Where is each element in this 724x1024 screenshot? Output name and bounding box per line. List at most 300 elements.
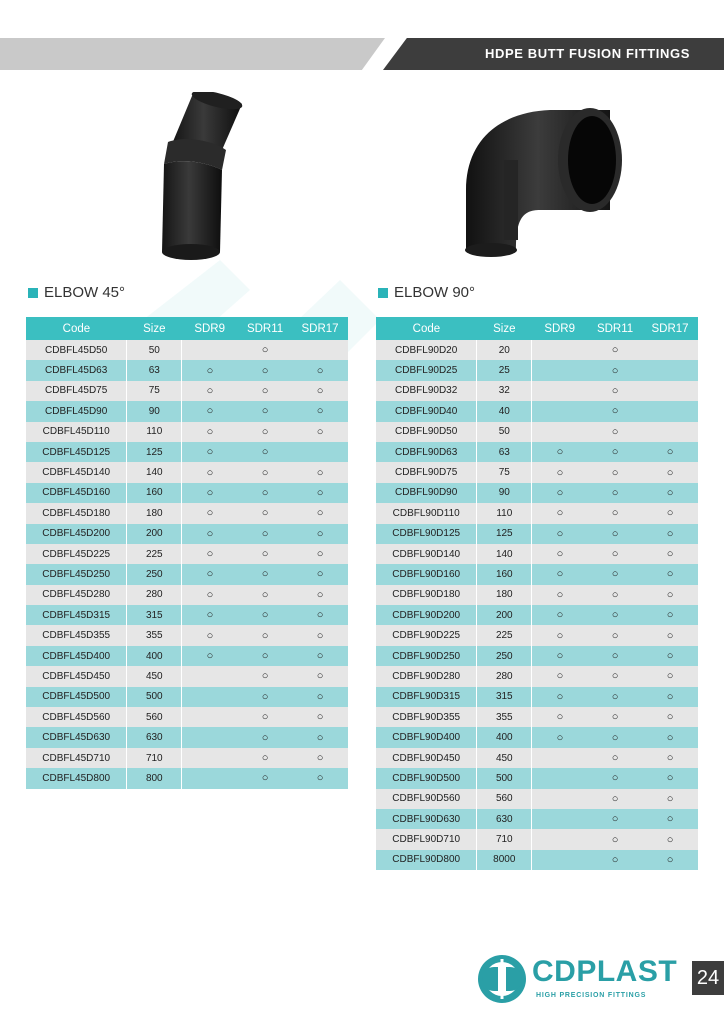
code-cell: CDBFL45D280 xyxy=(26,585,127,605)
size-cell: 160 xyxy=(477,564,532,584)
size-cell: 250 xyxy=(477,646,532,666)
size-cell: 500 xyxy=(477,768,532,788)
code-cell: CDBFL90D200 xyxy=(376,605,477,625)
code-cell: CDBFL45D710 xyxy=(26,748,127,768)
size-cell: 90 xyxy=(127,401,182,421)
sdr11-cell: ○ xyxy=(588,422,643,442)
sdr17-cell: ○ xyxy=(293,564,348,584)
table-row xyxy=(376,707,698,727)
size-cell: 250 xyxy=(127,564,182,584)
sdr11-cell: ○ xyxy=(238,748,293,768)
sdr9-cell: ○ xyxy=(532,564,588,584)
sdr17-cell xyxy=(643,360,698,380)
sdr11-cell: ○ xyxy=(238,585,293,605)
size-cell: 200 xyxy=(127,524,182,544)
code-cell: CDBFL45D630 xyxy=(26,727,127,747)
table-row xyxy=(376,646,698,666)
table-row xyxy=(26,727,348,747)
size-cell: 400 xyxy=(127,646,182,666)
size-cell: 560 xyxy=(127,707,182,727)
sdr9-cell xyxy=(532,850,588,870)
table-row xyxy=(376,483,698,503)
sdr9-cell: ○ xyxy=(532,503,588,523)
sdr9-cell xyxy=(532,360,588,380)
table-row xyxy=(26,422,348,442)
sdr17-cell: ○ xyxy=(643,483,698,503)
col-header-sdr11: SDR11 xyxy=(588,317,643,340)
table-row xyxy=(376,829,698,849)
code-cell: CDBFL90D250 xyxy=(376,646,477,666)
table-row xyxy=(26,707,348,727)
col-header-sdr17: SDR17 xyxy=(293,317,348,340)
sdr11-cell: ○ xyxy=(238,524,293,544)
bullet-square-icon xyxy=(28,288,38,298)
sdr9-cell: ○ xyxy=(182,524,238,544)
table-row xyxy=(376,585,698,605)
size-cell: 630 xyxy=(127,727,182,747)
table-row xyxy=(376,605,698,625)
sdr9-cell: ○ xyxy=(182,605,238,625)
sdr17-cell: ○ xyxy=(293,727,348,747)
sdr11-cell: ○ xyxy=(588,381,643,401)
sdr11-cell: ○ xyxy=(238,544,293,564)
sdr17-cell: ○ xyxy=(643,585,698,605)
sdr17-cell: ○ xyxy=(293,625,348,645)
sdr11-cell: ○ xyxy=(588,829,643,849)
table-row xyxy=(376,748,698,768)
sdr11-cell: ○ xyxy=(588,360,643,380)
table-row xyxy=(26,564,348,584)
sdr9-cell: ○ xyxy=(182,585,238,605)
table-row xyxy=(376,768,698,788)
sdr17-cell: ○ xyxy=(643,748,698,768)
sdr9-cell: ○ xyxy=(182,503,238,523)
table-row xyxy=(26,748,348,768)
sdr17-cell xyxy=(643,401,698,421)
code-cell: CDBFL90D125 xyxy=(376,524,477,544)
col-header-sdr11: SDR11 xyxy=(238,317,293,340)
sdr9-cell: ○ xyxy=(182,381,238,401)
sdr9-cell: ○ xyxy=(182,564,238,584)
size-cell: 315 xyxy=(477,687,532,707)
table-row xyxy=(376,524,698,544)
code-cell: CDBFL90D160 xyxy=(376,564,477,584)
table-row xyxy=(26,585,348,605)
size-cell: 25 xyxy=(477,360,532,380)
table-row xyxy=(376,401,698,421)
sdr17-cell: ○ xyxy=(293,666,348,686)
code-cell: CDBFL45D500 xyxy=(26,687,127,707)
sdr17-cell: ○ xyxy=(643,524,698,544)
table-row xyxy=(26,401,348,421)
size-cell: 110 xyxy=(477,503,532,523)
sdr17-cell: ○ xyxy=(293,768,348,788)
table-row xyxy=(376,360,698,380)
sdr17-cell: ○ xyxy=(643,789,698,809)
sdr9-cell xyxy=(532,789,588,809)
sdr11-cell: ○ xyxy=(238,483,293,503)
code-cell: CDBFL90D25 xyxy=(376,360,477,380)
size-cell: 50 xyxy=(127,340,182,360)
sdr17-cell: ○ xyxy=(643,727,698,747)
size-cell: 355 xyxy=(127,625,182,645)
sdr17-cell: ○ xyxy=(293,503,348,523)
size-cell: 450 xyxy=(127,666,182,686)
sdr17-cell: ○ xyxy=(293,422,348,442)
size-cell: 355 xyxy=(477,707,532,727)
code-cell: CDBFL45D355 xyxy=(26,625,127,645)
sdr11-cell: ○ xyxy=(588,462,643,482)
size-cell: 225 xyxy=(127,544,182,564)
sdr17-cell: ○ xyxy=(293,585,348,605)
code-cell: CDBFL90D75 xyxy=(376,462,477,482)
header-bar-light xyxy=(0,38,385,70)
size-cell: 140 xyxy=(477,544,532,564)
sdr9-cell: ○ xyxy=(532,727,588,747)
size-cell: 225 xyxy=(477,625,532,645)
size-cell: 110 xyxy=(127,422,182,442)
col-header-code: Code xyxy=(26,317,127,340)
sdr9-cell xyxy=(532,829,588,849)
table-row xyxy=(376,687,698,707)
sdr11-cell: ○ xyxy=(588,340,643,360)
sdr11-cell: ○ xyxy=(588,524,643,544)
sdr17-cell: ○ xyxy=(643,442,698,462)
sdr17-cell: ○ xyxy=(643,850,698,870)
sdr11-cell: ○ xyxy=(238,768,293,788)
page-title: HDPE BUTT FUSION FITTINGS xyxy=(485,46,690,61)
code-cell: CDBFL90D355 xyxy=(376,707,477,727)
sdr17-cell xyxy=(293,442,348,462)
size-cell: 90 xyxy=(477,483,532,503)
sdr17-cell: ○ xyxy=(293,544,348,564)
sdr11-cell: ○ xyxy=(588,809,643,829)
code-cell: CDBFL45D800 xyxy=(26,768,127,788)
col-header-code: Code xyxy=(376,317,477,340)
sdr11-cell: ○ xyxy=(238,401,293,421)
brand-name: CDPLAST xyxy=(532,955,678,988)
sdr9-cell: ○ xyxy=(532,544,588,564)
size-cell: 75 xyxy=(127,381,182,401)
code-cell: CDBFL90D450 xyxy=(376,748,477,768)
sdr17-cell xyxy=(643,422,698,442)
sdr9-cell xyxy=(182,340,238,360)
col-header-size: Size xyxy=(127,317,182,340)
size-cell: 125 xyxy=(477,524,532,544)
sdr11-cell: ○ xyxy=(238,360,293,380)
sdr11-cell: ○ xyxy=(588,401,643,421)
sdr11-cell: ○ xyxy=(588,789,643,809)
sdr17-cell: ○ xyxy=(293,524,348,544)
sdr11-cell: ○ xyxy=(588,768,643,788)
size-cell: 800 xyxy=(127,768,182,788)
sdr9-cell xyxy=(532,340,588,360)
sdr17-cell: ○ xyxy=(643,687,698,707)
sdr9-cell: ○ xyxy=(182,544,238,564)
sdr17-cell: ○ xyxy=(293,462,348,482)
table-row xyxy=(376,666,698,686)
code-cell: CDBFL90D560 xyxy=(376,789,477,809)
table-row xyxy=(26,524,348,544)
sdr17-cell xyxy=(293,340,348,360)
size-cell: 140 xyxy=(127,462,182,482)
sdr9-cell: ○ xyxy=(532,524,588,544)
size-cell: 280 xyxy=(477,666,532,686)
sdr11-cell: ○ xyxy=(238,422,293,442)
sdr9-cell: ○ xyxy=(532,483,588,503)
code-cell: CDBFL90D63 xyxy=(376,442,477,462)
code-cell: CDBFL45D180 xyxy=(26,503,127,523)
size-cell: 75 xyxy=(477,462,532,482)
sdr9-cell xyxy=(182,768,238,788)
table-row xyxy=(26,544,348,564)
code-cell: CDBFL45D560 xyxy=(26,707,127,727)
elbow-90-table xyxy=(376,317,698,870)
sdr11-cell: ○ xyxy=(588,503,643,523)
sdr9-cell: ○ xyxy=(182,462,238,482)
table-row xyxy=(376,442,698,462)
code-cell: CDBFL45D63 xyxy=(26,360,127,380)
sdr17-cell xyxy=(643,340,698,360)
size-cell: 180 xyxy=(127,503,182,523)
sdr9-cell: ○ xyxy=(532,666,588,686)
table-row xyxy=(376,625,698,645)
col-header-sdr17: SDR17 xyxy=(643,317,698,340)
sdr17-cell: ○ xyxy=(643,768,698,788)
sdr17-cell: ○ xyxy=(643,829,698,849)
sdr11-cell: ○ xyxy=(238,646,293,666)
size-cell: 63 xyxy=(477,442,532,462)
size-cell: 710 xyxy=(127,748,182,768)
col-header-sdr9: SDR9 xyxy=(182,317,238,340)
sdr11-cell: ○ xyxy=(588,850,643,870)
sdr17-cell: ○ xyxy=(643,503,698,523)
sdr17-cell: ○ xyxy=(643,666,698,686)
sdr17-cell xyxy=(643,381,698,401)
size-cell: 710 xyxy=(477,829,532,849)
sdr11-cell: ○ xyxy=(238,442,293,462)
table-row xyxy=(26,503,348,523)
code-cell: CDBFL90D90 xyxy=(376,483,477,503)
sdr17-cell: ○ xyxy=(643,564,698,584)
sdr11-cell: ○ xyxy=(588,748,643,768)
sdr11-cell: ○ xyxy=(588,544,643,564)
sdr9-cell: ○ xyxy=(532,442,588,462)
sdr11-cell: ○ xyxy=(588,605,643,625)
elbow-45-image xyxy=(150,92,260,264)
sdr9-cell xyxy=(532,809,588,829)
size-cell: 50 xyxy=(477,422,532,442)
size-cell: 180 xyxy=(477,585,532,605)
sdr11-cell: ○ xyxy=(588,707,643,727)
sdr9-cell xyxy=(532,422,588,442)
code-cell: CDBFL45D75 xyxy=(26,381,127,401)
sdr9-cell xyxy=(182,727,238,747)
table-row xyxy=(26,687,348,707)
table-row xyxy=(376,564,698,584)
size-cell: 400 xyxy=(477,727,532,747)
table-row xyxy=(26,483,348,503)
table-row xyxy=(376,503,698,523)
page-number: 24 xyxy=(692,961,724,995)
table-row xyxy=(376,422,698,442)
sdr17-cell: ○ xyxy=(643,625,698,645)
table-row xyxy=(26,462,348,482)
code-cell: CDBFL45D225 xyxy=(26,544,127,564)
size-cell: 63 xyxy=(127,360,182,380)
table-row xyxy=(376,340,698,360)
sdr9-cell xyxy=(532,401,588,421)
code-cell: CDBFL45D450 xyxy=(26,666,127,686)
table-row xyxy=(376,544,698,564)
table-row xyxy=(26,666,348,686)
sdr11-cell: ○ xyxy=(238,564,293,584)
table-row xyxy=(26,360,348,380)
sdr9-cell: ○ xyxy=(182,442,238,462)
sdr9-cell xyxy=(532,381,588,401)
table-row xyxy=(26,442,348,462)
table-row xyxy=(376,850,698,870)
sdr9-cell: ○ xyxy=(532,707,588,727)
sdr17-cell: ○ xyxy=(293,646,348,666)
table-row xyxy=(26,605,348,625)
bullet-square-icon xyxy=(378,288,388,298)
code-cell: CDBFL45D400 xyxy=(26,646,127,666)
table-row xyxy=(26,340,348,360)
size-cell: 280 xyxy=(127,585,182,605)
code-cell: CDBFL45D90 xyxy=(26,401,127,421)
sdr17-cell: ○ xyxy=(293,360,348,380)
size-cell: 32 xyxy=(477,381,532,401)
size-cell: 500 xyxy=(127,687,182,707)
code-cell: CDBFL90D20 xyxy=(376,340,477,360)
sdr17-cell: ○ xyxy=(643,707,698,727)
table-row xyxy=(376,809,698,829)
sdr11-cell: ○ xyxy=(588,442,643,462)
sdr17-cell: ○ xyxy=(293,401,348,421)
sdr9-cell xyxy=(182,687,238,707)
code-cell: CDBFL45D250 xyxy=(26,564,127,584)
table-row xyxy=(376,727,698,747)
col-header-sdr9: SDR9 xyxy=(532,317,588,340)
sdr9-cell: ○ xyxy=(182,483,238,503)
sdr9-cell: ○ xyxy=(532,585,588,605)
sdr9-cell xyxy=(532,748,588,768)
section-title-elbow-45: ELBOW 45° xyxy=(28,284,125,301)
code-cell: CDBFL45D110 xyxy=(26,422,127,442)
sdr9-cell: ○ xyxy=(182,625,238,645)
brand-tagline: HIGH PRECISION FITTINGS xyxy=(536,992,647,999)
sdr9-cell: ○ xyxy=(532,646,588,666)
sdr9-cell xyxy=(182,707,238,727)
code-cell: CDBFL90D180 xyxy=(376,585,477,605)
sdr9-cell: ○ xyxy=(532,462,588,482)
code-cell: CDBFL90D710 xyxy=(376,829,477,849)
code-cell: CDBFL45D50 xyxy=(26,340,127,360)
table-row xyxy=(26,768,348,788)
sdr11-cell: ○ xyxy=(238,727,293,747)
sdr17-cell: ○ xyxy=(293,707,348,727)
sdr11-cell: ○ xyxy=(238,381,293,401)
sdr11-cell: ○ xyxy=(238,625,293,645)
sdr11-cell: ○ xyxy=(238,605,293,625)
code-cell: CDBFL45D200 xyxy=(26,524,127,544)
table-header-row xyxy=(376,317,698,340)
sdr17-cell: ○ xyxy=(643,544,698,564)
sdr11-cell: ○ xyxy=(238,687,293,707)
code-cell: CDBFL45D315 xyxy=(26,605,127,625)
sdr17-cell: ○ xyxy=(643,809,698,829)
table-header-row xyxy=(26,317,348,340)
col-header-size: Size xyxy=(477,317,532,340)
size-cell: 630 xyxy=(477,809,532,829)
sdr9-cell: ○ xyxy=(182,646,238,666)
code-cell: CDBFL90D110 xyxy=(376,503,477,523)
section-title-elbow-90: ELBOW 90° xyxy=(378,284,475,301)
sdr11-cell: ○ xyxy=(238,666,293,686)
sdr9-cell: ○ xyxy=(532,625,588,645)
size-cell: 20 xyxy=(477,340,532,360)
elbow-45-table xyxy=(26,317,348,789)
sdr11-cell: ○ xyxy=(588,666,643,686)
code-cell: CDBFL45D125 xyxy=(26,442,127,462)
size-cell: 125 xyxy=(127,442,182,462)
sdr17-cell: ○ xyxy=(643,646,698,666)
sdr11-cell: ○ xyxy=(238,462,293,482)
table-row xyxy=(26,381,348,401)
sdr9-cell: ○ xyxy=(532,687,588,707)
sdr11-cell: ○ xyxy=(588,564,643,584)
code-cell: CDBFL90D800 xyxy=(376,850,477,870)
sdr9-cell xyxy=(182,748,238,768)
sdr11-cell: ○ xyxy=(588,483,643,503)
table-row xyxy=(376,789,698,809)
code-cell: CDBFL90D400 xyxy=(376,727,477,747)
sdr17-cell: ○ xyxy=(293,483,348,503)
sdr17-cell: ○ xyxy=(293,687,348,707)
sdr17-cell: ○ xyxy=(643,605,698,625)
sdr11-cell: ○ xyxy=(588,727,643,747)
sdr17-cell: ○ xyxy=(293,381,348,401)
sdr11-cell: ○ xyxy=(588,687,643,707)
code-cell: CDBFL90D40 xyxy=(376,401,477,421)
size-cell: 8000 xyxy=(477,850,532,870)
sdr11-cell: ○ xyxy=(588,585,643,605)
code-cell: CDBFL90D225 xyxy=(376,625,477,645)
sdr9-cell: ○ xyxy=(182,401,238,421)
code-cell: CDBFL90D280 xyxy=(376,666,477,686)
size-cell: 450 xyxy=(477,748,532,768)
sdr9-cell xyxy=(532,768,588,788)
table-row xyxy=(26,625,348,645)
code-cell: CDBFL45D140 xyxy=(26,462,127,482)
code-cell: CDBFL90D500 xyxy=(376,768,477,788)
table-row xyxy=(26,646,348,666)
sdr17-cell: ○ xyxy=(293,748,348,768)
code-cell: CDBFL90D140 xyxy=(376,544,477,564)
sdr9-cell xyxy=(182,666,238,686)
size-cell: 200 xyxy=(477,605,532,625)
sdr9-cell: ○ xyxy=(532,605,588,625)
sdr9-cell: ○ xyxy=(182,360,238,380)
table-row xyxy=(376,381,698,401)
elbow-90-image xyxy=(460,100,630,260)
size-cell: 40 xyxy=(477,401,532,421)
sdr17-cell: ○ xyxy=(643,462,698,482)
code-cell: CDBFL90D315 xyxy=(376,687,477,707)
sdr9-cell: ○ xyxy=(182,422,238,442)
code-cell: CDBFL90D32 xyxy=(376,381,477,401)
